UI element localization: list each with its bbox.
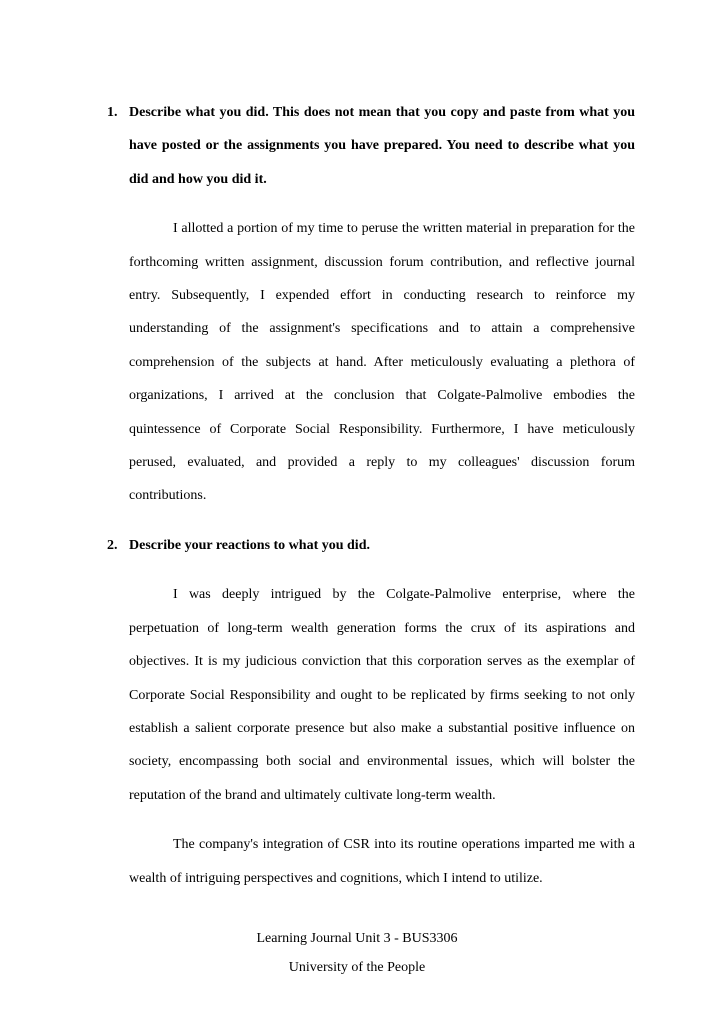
answer-2-paragraph-1: I was deeply intrigued by the Colgate-Palmolive enterprise, where the perpetuation of long-term wealth generation forms the crux of its aspirations and objectives. It is my judicious conviction that this corporation serves as the exemplar of Corporate Social Responsibility and ought to be replicated by firms seeking to not only establish a salient corporate presence but also make a substantial positive influence on society, encompassing both social and environmental issues, which will bolster the reputation of the brand and ultimately cultivate long-term wealth. [129,587,635,803]
question-2-heading [107,529,635,562]
question-1-text: Describe what you did. This does not mean that you copy and paste from what you have posted or the assignments you have prepared. You need to describe what you did and how you did it. [129,105,635,187]
answer-2-paragraph-2: The company's integration of CSR into its routine operations imparted me with a wealth of intriguing perspectives and cognitions, which I intend to utilize. [129,837,635,886]
question-2-number: 2. [107,537,118,553]
question-2-text: Describe your reactions to what you did. [129,537,370,553]
question-1-number: 1. [107,105,118,120]
answer-1-paragraph-1: I allotted a portion of my time to peruse the written material in preparation for the forthcoming written assignment, discussion forum contribution, and reflective journal entry. Subsequently, I expended effort in conducting research to reinforce my understanding of the assignment's specifications and to attain a comprehensive comprehension of the subjects at hand. After meticulously evaluating a plethora of organizations, I arrived at the conclusion that Colgate-Palmolive embodies the quintessence of Corporate Social Responsibility. Furthermore, I have meticulously perused, evaluated, and provided a reply to my colleagues' discussion forum contributions. [129,221,635,504]
document-body [107,96,635,895]
footer-university-line: University of the People [288,960,426,975]
question-1-heading [107,96,635,196]
footer-course-line: Learning Journal Unit 3 - BUS3306 [256,931,458,946]
